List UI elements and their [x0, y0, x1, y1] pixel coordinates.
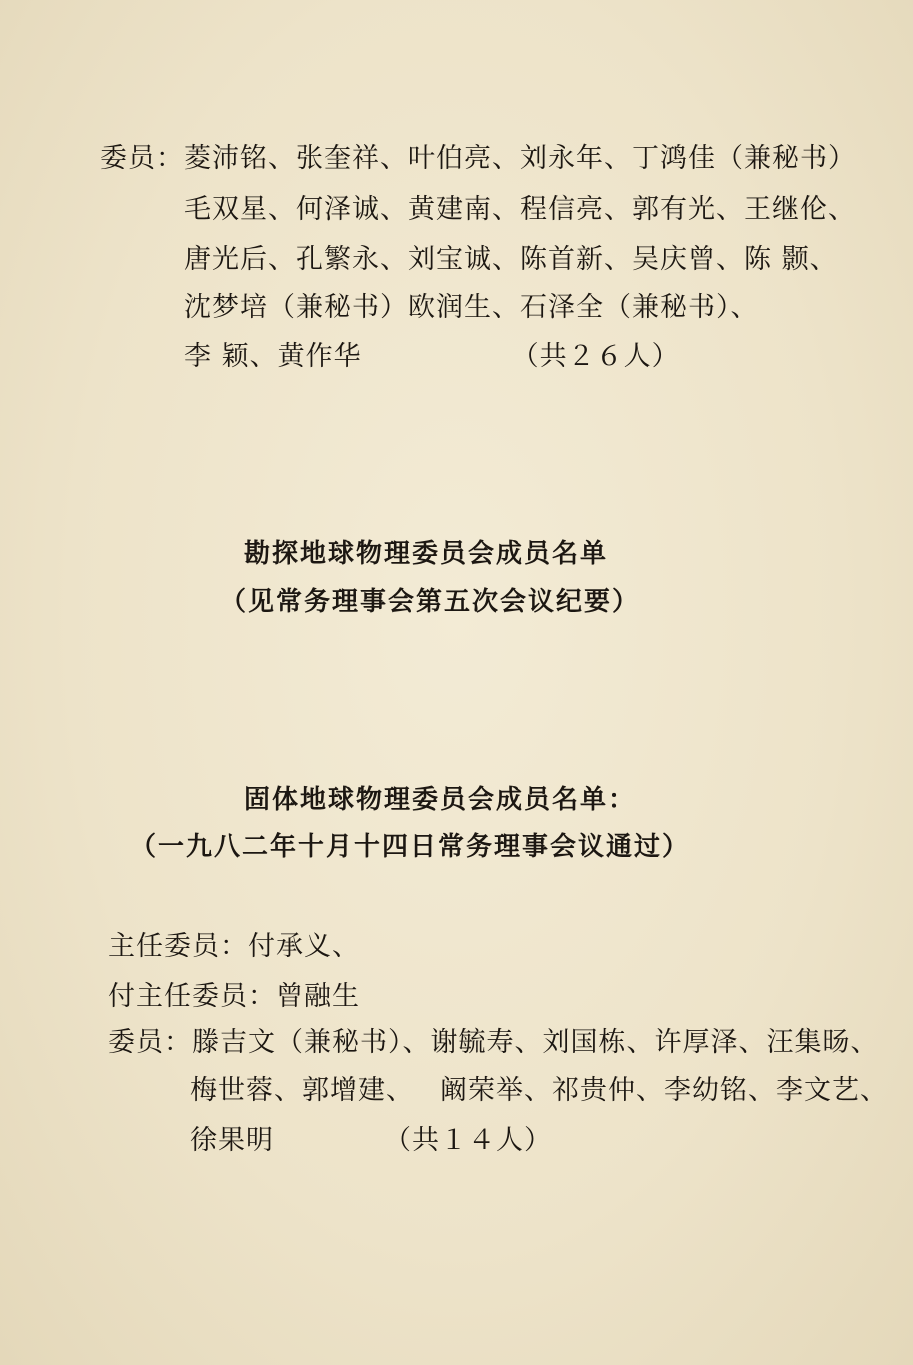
section-subtitle: （一九八二年十月十四日常务理事会议通过）	[130, 832, 691, 862]
section-title: 固体地球物理委员会成员名单：	[244, 785, 637, 815]
members-line-1	[100, 142, 856, 176]
members-names: 阚荣举、祁贵仲、李幼铭、李文艺、	[440, 1075, 888, 1106]
members-names: 滕吉文（兼秘书）、谢毓寿、刘国栋、许厚泽、汪集旸、	[192, 1027, 879, 1058]
members-line-2: 毛双星、何泽诚、黄建南、程信亮、郭有光、王继伦、	[184, 194, 856, 225]
director-label: 主任委员：	[108, 931, 248, 962]
members-names: 梅世蓉、郭增建、	[190, 1075, 414, 1106]
member-count: （共１４人）	[384, 1125, 552, 1156]
director-name: 付承义、	[248, 931, 360, 962]
members-line-1	[108, 1026, 879, 1060]
section-title: 勘探地球物理委员会成员名单	[244, 539, 609, 569]
director-line	[108, 930, 360, 964]
deputy-director-name: 曾融生	[276, 981, 360, 1012]
members-line-3	[190, 1124, 552, 1158]
members-line-2	[190, 1074, 888, 1108]
members-label: 委员：	[100, 143, 184, 174]
members-line-5	[184, 340, 680, 374]
members-names: 徐果明	[190, 1125, 274, 1156]
members-line-3: 唐光后、孔繁永、刘宝诚、陈首新、吴庆曾、陈 颢、	[184, 244, 838, 275]
members-line-4: 沈梦培（兼秘书）欧润生、石泽全（兼秘书）、	[184, 292, 759, 323]
deputy-director-line	[108, 980, 360, 1014]
members-label: 委员：	[108, 1027, 192, 1058]
members-names: 菱沛铭、张奎祥、叶伯亮、刘永年、丁鸿佳（兼秘书）	[184, 143, 856, 174]
member-count: （共２６人）	[511, 341, 680, 372]
members-names: 李 颖、黄作华	[184, 341, 362, 372]
section-subtitle: （见常务理事会第五次会议纪要）	[220, 587, 641, 617]
deputy-director-label: 付主任委员：	[108, 981, 276, 1012]
